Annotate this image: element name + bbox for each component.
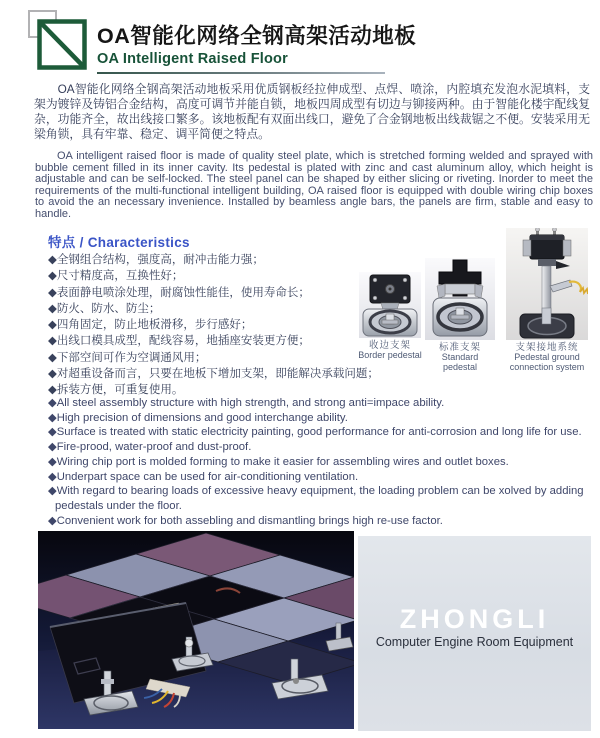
- feature-item: ◆下部空间可作为空调通风用；: [48, 351, 207, 364]
- figure-border-pedestal: [358, 272, 422, 361]
- title-underline: [97, 72, 385, 74]
- feature-item: ◆All steel assembly structure with high strength, and strong anti=impace ability.: [48, 397, 445, 409]
- figure-caption: [358, 341, 422, 361]
- caption-cn: 标准支架: [438, 342, 481, 353]
- section-title: 特点 / Characteristics: [48, 235, 190, 250]
- feature-item: ◆Convenient work for both assebling and dismantling brings high re-use factor.: [48, 514, 443, 527]
- brand-tagline: Computer Engine Room Equipment: [375, 635, 574, 649]
- caption-en: Pedestal ground connection system: [509, 351, 585, 372]
- figure-caption: [502, 343, 592, 372]
- caption-en: Standard pedestal: [441, 351, 479, 372]
- standard-pedestal-image: [425, 258, 495, 340]
- feature-item: ◆拆装方便，可重复使用。: [48, 384, 184, 397]
- brand-name: ZHONGLI: [399, 604, 550, 634]
- page-subtitle: OA Intelligent Raised Floor: [97, 51, 288, 67]
- feature-item: ◆四角固定，防止地板滑移，步行感好；: [48, 319, 253, 332]
- caption-en: Border pedestal: [358, 349, 422, 360]
- brand-panel: [358, 536, 591, 731]
- ground-connection-image: [506, 228, 588, 340]
- feature-item: ◆表面静电喷涂处理，耐腐蚀性能佳，使用寿命长；: [48, 286, 310, 299]
- logo-diagonal-square-icon: [37, 19, 87, 70]
- figure-ground-connection: [502, 228, 592, 372]
- features-list-en: [48, 396, 596, 528]
- feature-item: ◆Fire-prood, water-proof and dust-proof.: [48, 441, 252, 454]
- feature-item: ◆尺寸精度高，互换性好；: [48, 270, 184, 283]
- feature-item: ◆防火、防水、防尘；: [48, 302, 161, 315]
- feature-item: ◆High precision of dimensions and good interchange ability.: [48, 411, 348, 424]
- feature-item: ◆出线口模具成型，配线容易，地插座安装更方便；: [48, 335, 310, 348]
- border-pedestal-image: [359, 272, 421, 338]
- page-title: OA智能化网络全钢高架活动地板: [97, 24, 417, 48]
- page-header: [97, 24, 557, 74]
- caption-cn: 支架接地系统: [515, 342, 579, 353]
- feature-item: ◆全钢组合结构，强度高，耐冲击能力强；: [48, 254, 264, 266]
- figure-standard-pedestal: [424, 258, 496, 372]
- figure-caption: [424, 343, 496, 372]
- raised-floor-photo: [38, 531, 354, 729]
- pedestal-figures: [348, 228, 596, 378]
- intro-paragraph-cn: OA智能化网络全钢高架活动地板采用优质钢板经拉伸成型、点焊、喷涂，内腔填充发泡水泥填料，支架为镀锌及铸铝合金结构，高度可调节并能自锁，地板四周成型有切边与铆接两种。由于智能化楼宇配线复杂，功能齐全，故出线接口繁多。该地板配有双面出线口，避免了合金钢地板出线裁锯之不便。安装采用无梁角锁，具有牢靠、稳定、调平简便之特点。: [34, 82, 590, 141]
- feature-item: ◆Wiring chip port is molded forming to make it easier for assembling wires and outlet boxes.: [48, 455, 509, 468]
- feature-item: ◆Surface is treated with static electricity painting, good performance for anti-corrosion and long life for use.: [48, 426, 582, 439]
- intro-paragraph-en: OA intelligent raised floor is made of quality steel plate, which is stretched forming welded and sprayed with bubble cement filled in its inner cavity. Its pedestal is plated with zinc and cast aluminum alloy, which height is adjustable and can be self-locked. The steel panel can be shaped by either slicing or riveting. Inorder to meet the requirements of the multi-functional intelligent building, OA raised floor is equipped with double wiring chip boxes to avoid the an necessary invenience. Installed by beamless angle bars, the panels are firm, stable and easy to handle.: [35, 150, 593, 220]
- feature-item: ◆Underpart space can be used for air-conditioning ventilation.: [48, 470, 359, 483]
- caption-cn: 收边支架: [368, 340, 411, 351]
- feature-item: ◆对超重设备而言，只要在地板下增加支架，即能解决承载问题；: [48, 368, 379, 381]
- feature-item: ◆With regard to bearing loads of excessive heavy equipment, the loading problem can be xolved by adding pedestals under the floor.: [48, 485, 584, 512]
